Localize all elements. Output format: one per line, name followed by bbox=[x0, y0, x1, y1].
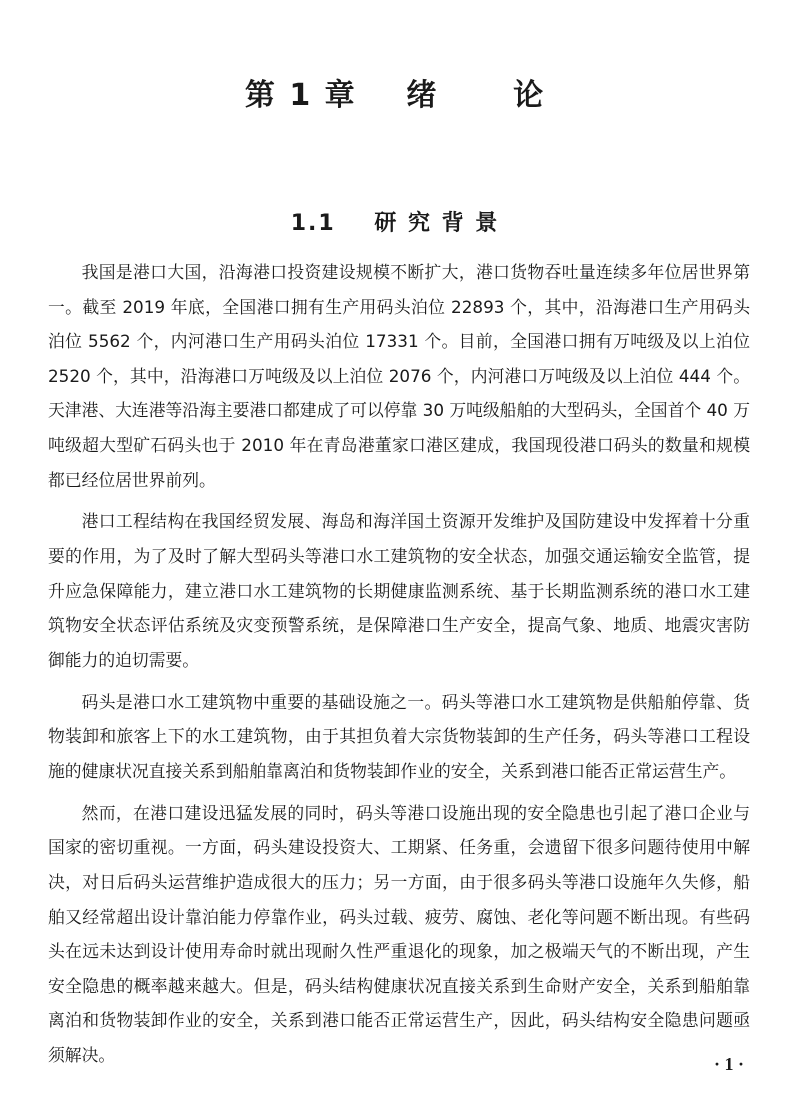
body-text bbox=[48, 255, 750, 1080]
paragraph: 然而，在港口建设迅猛发展的同时，码头等港口设施出现的安全隐患也引起了港口企业与国家的密切重视。一方面，码头建设投资大、工期紧、任务重，会遗留下很多问题待使用中解决，对日后码头运营维护造成很大的压力；另一方面，由于很多码头等港口设施年久失修，船舶又经常超出设计靠泊能力停靠作业，码头过载、疲劳、腐蚀、老化等问题不断出现。有些码头在远未达到设计使用寿命时就出现耐久性严重退化的现象，加之极端天气的不断出现，产生安全隐患的概率越来越大。但是，码头结构健康状况直接关系到生命财产安全，关系到船舶靠离泊和货物装卸作业的安全，关系到港口能否正常运营生产，因此，码头结构安全隐患问题亟须解决。 bbox=[48, 802, 750, 1065]
page-number: · 1 · bbox=[713, 1054, 744, 1074]
paragraph: 港口工程结构在我国经贸发展、海岛和海洋国土资源开发维护及国防建设中发挥着十分重要的作用，为了及时了解大型码头等港口水工建筑物的安全状态，加强交通运输安全监管，提升应急保障能力，建立港口水工建筑物的长期健康监测系统、基于长期监测系统的港口水工建筑物安全状态评估系统及灾变预警系统，是保障港口生产安全，提高气象、地质、地震灾害防御能力的迫切需要。 bbox=[48, 511, 750, 670]
paragraph: 码头是港口水工建筑物中重要的基础设施之一。码头等港口水工建筑物是供船舶停靠、货物装卸和旅客上下的水工建筑物，由于其担负着大宗货物装卸的生产任务，码头等港口工程设施的健康状况直接关系到船舶靠离泊和货物装卸作业的安全，关系到港口能否正常运营生产。 bbox=[48, 691, 750, 781]
section-title: 1.1 研 究 背 景 bbox=[290, 211, 500, 237]
chapter-title: 第 1 章 绪 论 bbox=[244, 78, 546, 114]
paragraph: 我国是港口大国，沿海港口投资建设规模不断扩大，港口货物吞吐量连续多年位居世界第一。截至 2019 年底，全国港口拥有生产用码头泊位 22893 个，其中，沿海港口生产用码头泊位 5562 个，内河港口生产用码头泊位 17331 个。目前，全国港口拥有万吨级及以上泊位 2520 个，其中，沿海港口万吨级及以上泊位 2076 个，内河港口万吨级及以上泊位 444 个。天津港、大连港等沿海主要港口都建成了可以停靠 30 万吨级船舶的大型码头，全国首个 40 万吨级超大型矿石码头也于 2010 年在青岛港董家口港区建成，我国现役港口码头的数量和规模都已经位居世界前列。 bbox=[48, 262, 750, 490]
